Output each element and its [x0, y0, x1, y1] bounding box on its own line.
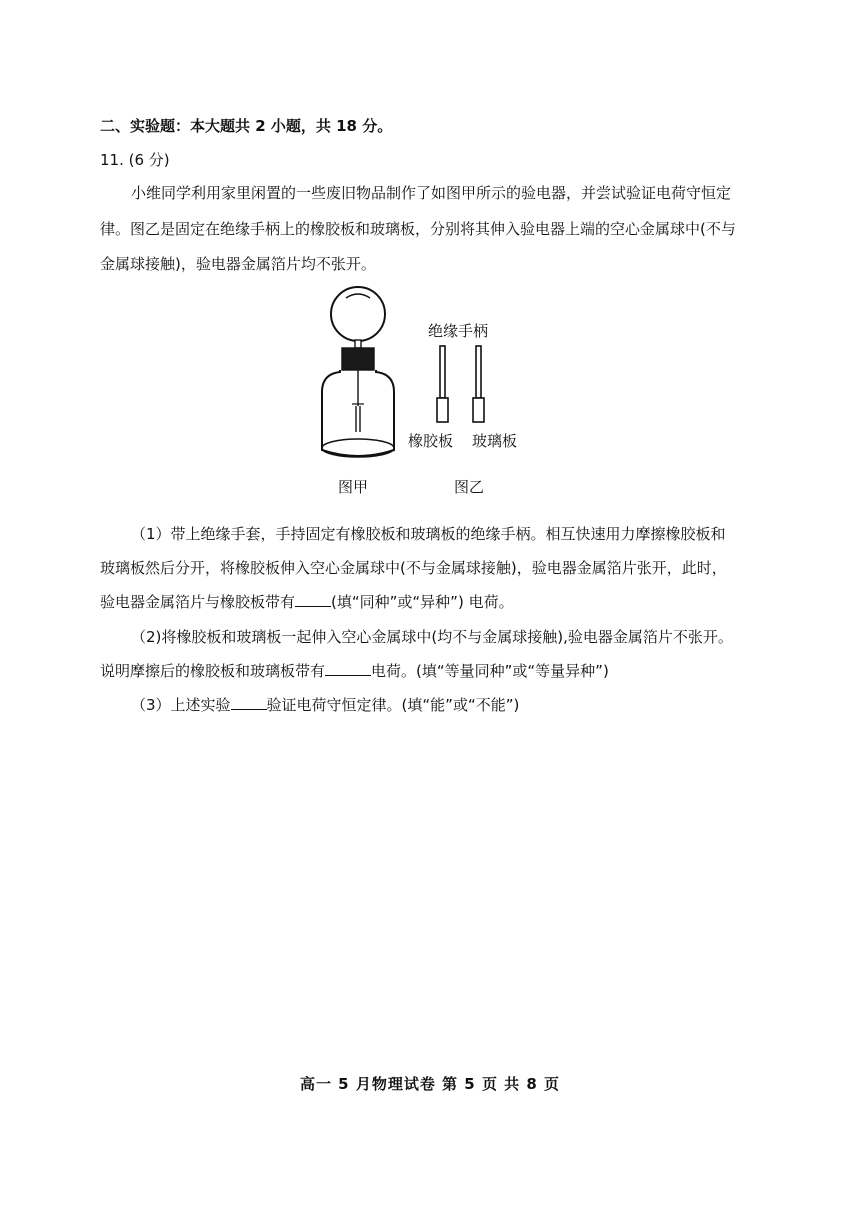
glass-plate-icon: [473, 398, 484, 422]
rubber-plate-icon: [437, 398, 448, 422]
part1-line2: 玻璃板然后分开，将橡胶板伸入空心金属球中(不与金属球接触)，验电器金属箔片张开，此时，: [100, 559, 727, 577]
part3-line: [131, 695, 519, 715]
part2-line1: （2)将橡胶板和玻璃板一起伸入空心金属球中(均不与金属球接触),验电器金属箔片不张开。: [131, 628, 733, 646]
intro-line-3: 金属球接触)，验电器金属箔片均不张开。: [100, 255, 376, 273]
rubber-label: 橡胶板: [408, 432, 454, 450]
stopper-icon: [342, 348, 374, 370]
question-number: 11. (6 分): [100, 151, 170, 169]
part1-line3-post: (填“同种”或“异种”) 电荷。: [331, 593, 514, 611]
section-heading: 二、实验题：本大题共 2 小题，共 18 分。: [100, 117, 393, 135]
glass-label: 玻璃板: [472, 432, 518, 450]
part1-line1: （1）带上绝缘手套，手持固定有橡胶板和玻璃板的绝缘手柄。相互快速用力摩擦橡胶板和: [131, 525, 726, 543]
answer-blank-2[interactable]: [325, 661, 371, 676]
caption-b: 图乙: [454, 478, 485, 496]
part2-line2: [100, 661, 609, 681]
intro-line-1: 小维同学利用家里闲置的一些废旧物品制作了如图甲所示的验电器，并尝试验证电荷守恒定: [131, 184, 732, 202]
caption-a: 图甲: [338, 478, 369, 496]
handle-right-icon: [476, 346, 481, 398]
page-footer: 高一 5 月物理试卷 第 5 页 共 8 页: [299, 1075, 561, 1093]
part2-line2-pre: 说明摩擦后的橡胶板和玻璃板带有: [100, 662, 326, 680]
handle-label: 绝缘手柄: [428, 322, 489, 340]
part1-line3-pre: 验电器金属箔片与橡胶板带有: [100, 593, 296, 611]
answer-blank-1[interactable]: [295, 592, 331, 607]
part1-line3: [100, 592, 514, 612]
figure: [300, 282, 560, 502]
intro-line-2: 律。图乙是固定在绝缘手柄上的橡胶板和玻璃板，分别将其伸入验电器上端的空心金属球中(不与: [100, 220, 736, 238]
electroscope-diagram: [300, 282, 560, 502]
metal-rod-icon: [355, 340, 361, 348]
answer-blank-3[interactable]: [231, 695, 267, 710]
metal-sphere-icon: [331, 287, 385, 341]
part3-pre: （3）上述实验: [131, 696, 231, 714]
part2-line2-post: 电荷。(填“等量同种”或“等量异种”): [371, 662, 609, 680]
part3-post: 验证电荷守恒定律。(填“能”或“不能”): [266, 696, 520, 714]
handle-left-icon: [440, 346, 445, 398]
